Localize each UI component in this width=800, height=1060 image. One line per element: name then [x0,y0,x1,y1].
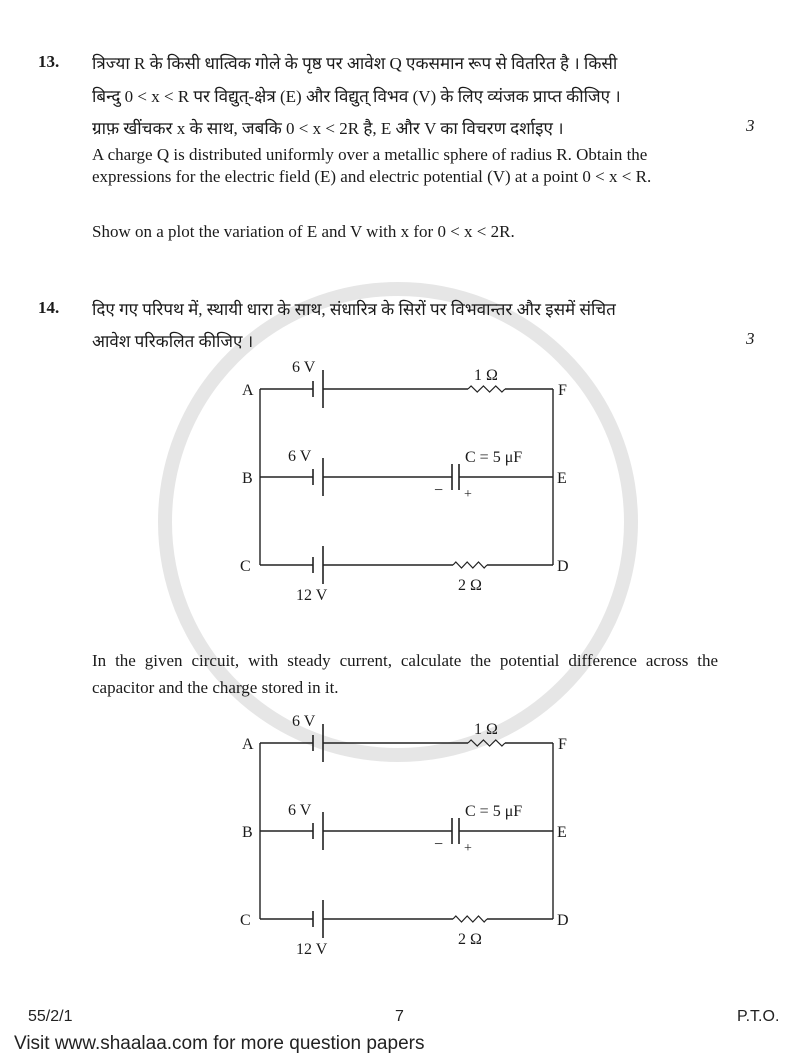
q14-english-text: In the given circuit, with steady current, calculate the potential difference across the capacitor and the charge stored in it. [92,651,718,697]
battery-top-label: 6 V [292,713,316,730]
node-label-c: C [240,558,251,575]
paper-code: 55/2/1 [28,1008,73,1025]
resistor-1-ohm [468,740,505,746]
q13-hindi-line-1: त्रिज्या R के किसी धात्विक गोले के पृष्ठ पर आवेश Q एकसमान रूप से वितरित है । किसी [92,54,618,73]
node-label-b: B [242,470,253,487]
resistor-2-ohm [453,562,487,568]
resistor-1-label: 1 Ω [474,721,498,738]
capacitor-plus-label: + [464,841,472,856]
node-label-e: E [557,824,567,841]
visit-link[interactable]: Visit www.shaalaa.com for more question papers [14,1033,425,1054]
battery-top-label: 6 V [292,359,316,376]
q13-marks: 3 [746,116,755,135]
resistor-2-label: 2 Ω [458,931,482,948]
q13-hindi-line-3: ग्राफ़ खींचकर x के साथ, जबकि 0 < x < 2R है, E और V का विचरण दर्शाइए । [92,119,564,138]
q14-hindi-line-2: आवेश परिकलित कीजिए । [92,332,254,351]
resistor-2-label: 2 Ω [458,577,482,594]
question-14-number: 14. [38,298,60,317]
node-label-d: D [557,558,569,575]
capacitor-plus-label: + [464,487,472,502]
node-label-f: F [558,736,567,753]
battery-mid-label: 6 V [288,802,312,819]
battery-bottom-label: 12 V [296,587,328,604]
q13-english-text: A charge Q is distributed uniformly over a metallic sphere of radius R. Obtain the expressions for the electric field (E) and electric potential (V) at a point 0 < x < R. [92,145,652,186]
battery-mid-label: 6 V [288,448,312,465]
page-number: 7 [395,1008,404,1025]
node-label-a: A [242,382,254,399]
capacitor-label: C = 5 μF [465,449,523,466]
q14-hindi-line-1: दिए गए परिपथ में, स्थायी धारा के साथ, संधारित्र के सिरों पर विभवान्तर और इसमें संचित [92,300,616,319]
resistor-2-ohm [453,916,487,922]
q14-marks: 3 [746,329,755,348]
node-label-c: C [240,912,251,929]
resistor-1-label: 1 Ω [474,367,498,384]
capacitor-minus-label: − [434,482,444,499]
capacitor-label: C = 5 μF [465,803,523,820]
node-label-b: B [242,824,253,841]
capacitor-minus-label: − [434,836,444,853]
node-label-a: A [242,736,254,753]
node-label-d: D [557,912,569,929]
question-13-number: 13. [38,52,60,71]
node-label-e: E [557,470,567,487]
circuit-diagram-hindi [230,350,590,612]
node-label-f: F [558,382,567,399]
circuit-diagram-english [230,704,590,966]
pto-label: P.T.O. [737,1008,780,1025]
q13-english-text-2: Show on a plot the variation of E and V with x for 0 < x < 2R. [92,222,515,241]
resistor-1-ohm [468,386,505,392]
battery-bottom-label: 12 V [296,941,328,958]
q13-hindi-line-2: बिन्दु 0 < x < R पर विद्युत्-क्षेत्र (E) और विद्युत् विभव (V) के लिए व्यंजक प्राप्त कीजिए । [92,87,621,106]
